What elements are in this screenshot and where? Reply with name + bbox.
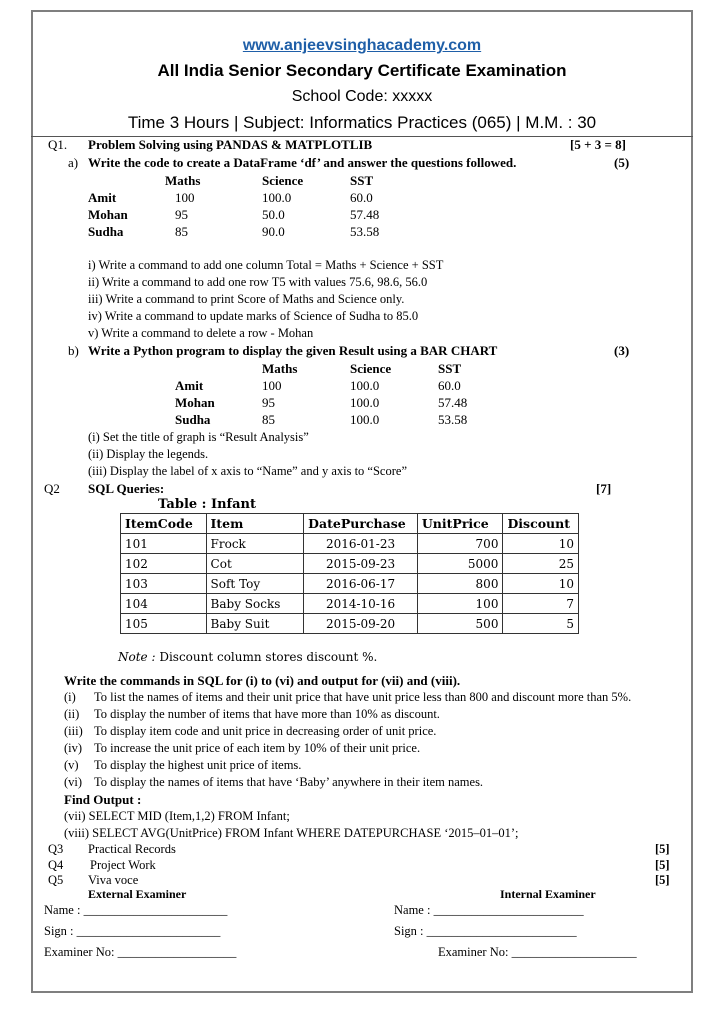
q1b-cell: 100.0 — [350, 395, 380, 410]
col-item: Item — [206, 514, 304, 534]
external-sign-field: Sign : _______________________ — [44, 924, 221, 938]
q1a-row-name: Sudha — [88, 224, 124, 239]
q1b-cell: 100.0 — [350, 378, 380, 393]
q1a-cell: 53.58 — [350, 224, 380, 239]
site-url-link[interactable]: www.anjeevsinghacademy.com — [242, 37, 482, 54]
q2-item-number: (ii) — [64, 707, 80, 721]
q1a-text: Write the code to create a DataFrame ‘df’ and answer the questions followed. — [88, 155, 517, 170]
q1a-row-name: Mohan — [88, 207, 128, 222]
note-text: Discount column stores discount %. — [155, 650, 378, 664]
q1a-marks: (5) — [614, 155, 630, 170]
q1b-cell: 85 — [262, 412, 275, 427]
q3-number: Q3 — [48, 842, 64, 856]
cell-date: 2016-01-23 — [304, 534, 418, 554]
cell-itemcode: 103 — [121, 574, 207, 594]
q5-title: Viva voce — [88, 873, 139, 887]
q2-output-item: (viii) SELECT AVG(UnitPrice) FROM Infant WHERE DATEPURCHASE ‘2015–01–01’; — [64, 826, 519, 840]
q1a-cell: 100.0 — [262, 190, 292, 205]
cell-item: Soft Toy — [206, 574, 304, 594]
internal-examiner-no: Examiner No: ____________________ — [438, 945, 637, 959]
table-header-row — [121, 514, 579, 534]
cell-itemcode: 102 — [121, 554, 207, 574]
cell-discount: 7 — [503, 594, 579, 614]
q1b-cell: 57.48 — [438, 395, 468, 410]
q1b-col-sst: SST — [438, 361, 462, 376]
q1a-cell: 100 — [175, 190, 195, 205]
cell-discount: 10 — [503, 574, 579, 594]
col-discount: Discount — [503, 514, 579, 534]
q2-item-number: (iv) — [64, 741, 83, 755]
cell-item: Cot — [206, 554, 304, 574]
q3-marks: [5] — [655, 842, 670, 856]
cell-unitprice: 800 — [417, 574, 503, 594]
exam-title: All India Senior Secondary Certificate Examination — [157, 61, 567, 80]
q3-title: Practical Records — [88, 842, 176, 856]
table-note — [118, 650, 377, 664]
cell-unitprice: 5000 — [417, 554, 503, 574]
q2-item-text: To display item code and unit price in decreasing order of unit price. — [94, 724, 437, 738]
internal-name-field: Name : ________________________ — [394, 903, 584, 917]
q2-item-number: (vi) — [64, 775, 83, 789]
q1a-label: a) — [68, 155, 79, 170]
q2-item-text: To list the names of items and their unit price that have unit price less than 800 and discount more than 5%. — [94, 690, 632, 704]
q1a-cell: 57.48 — [350, 207, 380, 222]
q5-marks: [5] — [655, 873, 670, 887]
cell-item: Frock — [206, 534, 304, 554]
cell-date: 2015-09-20 — [304, 614, 418, 634]
external-examiner-title: External Examiner — [88, 887, 187, 901]
cell-date: 2014-10-16 — [304, 594, 418, 614]
q5-number: Q5 — [48, 873, 64, 887]
cell-discount: 5 — [503, 614, 579, 634]
q1b-item: (i) Set the title of graph is “Result Analysis” — [88, 430, 309, 444]
q1a-cell: 50.0 — [262, 207, 285, 222]
table-row — [121, 594, 579, 614]
q2-item-number: (i) — [64, 690, 76, 704]
q2-title: SQL Queries: — [88, 481, 165, 496]
q1a-cell: 90.0 — [262, 224, 285, 239]
q1a-col-maths: Maths — [165, 173, 201, 188]
q1b-cell: 100 — [262, 378, 282, 393]
q1b-col-science: Science — [350, 361, 392, 376]
table-row — [121, 614, 579, 634]
q2-marks: [7] — [596, 481, 612, 496]
q1a-item: iv) Write a command to update marks of Science of Sudha to 85.0 — [88, 309, 419, 323]
table-row — [121, 554, 579, 574]
cell-item: Baby Suit — [206, 614, 304, 634]
q2-item-text: To display the names of items that have ‘Baby’ anywhere in their item names. — [94, 775, 484, 789]
q1b-label: b) — [68, 343, 79, 358]
cell-unitprice: 500 — [417, 614, 503, 634]
q2-item-text: To display the number of items that have more than 10% as discount. — [94, 707, 440, 721]
q1b-text: Write a Python program to display the given Result using a BAR CHART — [88, 343, 498, 358]
cell-discount: 25 — [503, 554, 579, 574]
q1b-row-name: Sudha — [175, 412, 211, 427]
q1a-item: iii) Write a command to print Score of Maths and Science only. — [88, 292, 405, 306]
q1b-item: (iii) Display the label of x axis to “Name” and y axis to “Score” — [88, 464, 407, 478]
infant-table-caption: Table : Infant — [158, 497, 257, 512]
q1a-cell: 85 — [175, 224, 188, 239]
q1b-cell: 95 — [262, 395, 275, 410]
note-label: Note : — [118, 650, 156, 664]
q1b-marks: (3) — [614, 343, 630, 358]
cell-itemcode: 101 — [121, 534, 207, 554]
q1a-col-sst: SST — [350, 173, 374, 188]
col-itemcode: ItemCode — [121, 514, 207, 534]
site-url[interactable] — [0, 37, 724, 55]
q2-item-number: (v) — [64, 758, 79, 772]
q1b-cell: 100.0 — [350, 412, 380, 427]
q1-number: Q1. — [48, 137, 68, 152]
internal-examiner-title: Internal Examiner — [500, 887, 596, 901]
cell-item: Baby Socks — [206, 594, 304, 614]
school-code: School Code: xxxxx — [291, 88, 433, 105]
q1b-cell: 53.58 — [438, 412, 468, 427]
q1b-row-name: Mohan — [175, 395, 215, 410]
q4-number: Q4 — [48, 858, 64, 872]
cell-unitprice: 700 — [417, 534, 503, 554]
q1a-item: v) Write a command to delete a row - Mohan — [88, 326, 314, 340]
q4-marks: [5] — [655, 858, 670, 872]
find-output-heading: Find Output : — [64, 792, 142, 807]
q2-item-number: (iii) — [64, 724, 83, 738]
q1-marks: [5 + 3 = 8] — [570, 137, 626, 152]
q1a-item: ii) Write a command to add one row T5 with values 75.6, 98.6, 56.0 — [88, 275, 428, 289]
q2-number: Q2 — [44, 481, 60, 496]
exam-info-line: Time 3 Hours | Subject: Informatics Practices (065) | M.M. : 30 — [127, 113, 597, 132]
q1b-col-maths: Maths — [262, 361, 298, 376]
q1a-item: i) Write a command to add one column Total = Maths + Science + SST — [88, 258, 444, 272]
cell-discount: 10 — [503, 534, 579, 554]
q1-title: Problem Solving using PANDAS & MATPLOTLIB — [88, 137, 373, 152]
q2-instruction: Write the commands in SQL for (i) to (vi) and output for (vii) and (viii). — [64, 673, 461, 688]
external-examiner-no: Examiner No: ___________________ — [44, 945, 237, 959]
q1a-row-name: Amit — [88, 190, 117, 205]
q1b-cell: 60.0 — [438, 378, 461, 393]
cell-date: 2016-06-17 — [304, 574, 418, 594]
q4-title: Project Work — [90, 858, 156, 872]
q1a-cell: 95 — [175, 207, 188, 222]
internal-sign-field: Sign : ________________________ — [394, 924, 577, 938]
q2-output-item: (vii) SELECT MID (Item,1,2) FROM Infant; — [64, 809, 290, 823]
infant-table — [120, 513, 579, 634]
table-row — [121, 534, 579, 554]
q2-item-text: To display the highest unit price of items. — [94, 758, 302, 772]
external-name-field: Name : _______________________ — [44, 903, 228, 917]
q1b-item: (ii) Display the legends. — [88, 447, 209, 461]
cell-itemcode: 105 — [121, 614, 207, 634]
col-datepurchase: DatePurchase — [304, 514, 418, 534]
q1a-col-science: Science — [262, 173, 304, 188]
table-row — [121, 574, 579, 594]
cell-date: 2015-09-23 — [304, 554, 418, 574]
col-unitprice: UnitPrice — [417, 514, 503, 534]
cell-itemcode: 104 — [121, 594, 207, 614]
q1b-row-name: Amit — [175, 378, 204, 393]
q1a-cell: 60.0 — [350, 190, 373, 205]
cell-unitprice: 100 — [417, 594, 503, 614]
q2-item-text: To increase the unit price of each item by 10% of their unit price. — [94, 741, 421, 755]
